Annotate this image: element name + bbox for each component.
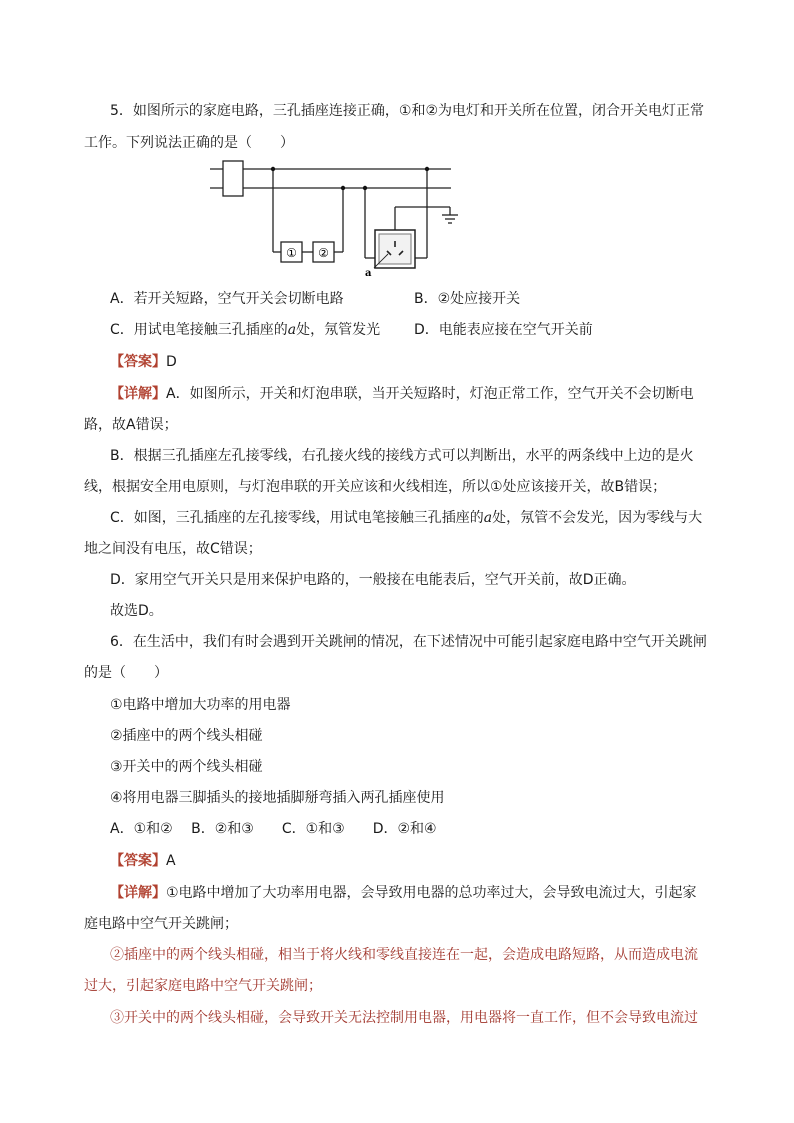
socket-inner: [379, 234, 411, 264]
q6-detail-line5: ③开关中的两个线头相碰，会导致开关无法控制用电器，用电器将一直工作，但不会导致电流过: [110, 1010, 698, 1026]
box1-label: ①: [286, 246, 297, 260]
q6-item-4: ④将用电器三脚插头的接地插脚掰弯插入两孔插座使用: [110, 790, 445, 806]
q5-option-d: D．电能表应接在空气开关前: [414, 322, 593, 338]
q5-detail-line4: 线，根据安全用电原则，与灯泡串联的开关应该和火线相连，所以①处应该接开关，故B错误；: [84, 479, 667, 495]
q6-item-1: ①电路中增加大功率的用电器: [110, 697, 291, 713]
q6-detail-line2: 庭电路中空气开关跳闸；: [84, 916, 238, 932]
circuit-diagram: [205, 155, 475, 280]
q5-detail-line1: 【详解】A．如图所示，开关和灯泡串联，当开关短路时，灯泡正常工作，空气开关不会切断电: [110, 386, 694, 402]
q6-stem-line2: 的是（ ）: [84, 665, 168, 681]
q6-detail-line4: 过大，引起家庭电路中空气开关跳闸；: [84, 978, 322, 994]
point-a-label: a: [365, 268, 372, 279]
q5-detail-line2: 路，故A错误；: [84, 417, 178, 433]
box2-label: ②: [318, 246, 329, 260]
q6-detail-line1: 【详解】①电路中增加了大功率用电器，会导致用电器的总功率过大，会导致电流过大，引起家: [110, 885, 697, 901]
q5-detail-line5: C．如图，三孔插座的左孔接零线，用试电笔接触三孔插座的a处，氖管不会发光，因为零线与大: [110, 510, 703, 526]
q5-option-a: A．若开关短路，空气开关会切断电路: [110, 291, 344, 307]
q5-stem-line1: 5．如图所示的家庭电路，三孔插座连接正确，①和②为电灯和开关所在位置，闭合开关电灯正常: [110, 103, 705, 119]
q6-stem-line1: 6．在生活中，我们有时会遇到开关跳闸的情况，在下述情况中可能引起家庭电路中空气开关跳闸: [110, 634, 707, 650]
q5-detail-line8: 故选D。: [110, 603, 163, 619]
q6-item-2: ②插座中的两个线头相碰: [110, 728, 263, 744]
q5-detail-line6: 地之间没有电压，故C错误；: [84, 541, 262, 557]
q5-stem-line2: 工作。下列说法正确的是（ ）: [84, 135, 294, 151]
q5-detail-line7: D．家用空气开关只是用来保护电路的，一般接在电能表后，空气开关前，故D正确。: [110, 572, 636, 588]
q5-detail-line3: B．根据三孔插座左孔接零线，右孔接火线的接线方式可以判断出，水平的两条线中上边的是火: [110, 448, 694, 464]
q6-answer: 【答案】A: [110, 853, 176, 869]
q5-option-b: B．②处应接开关: [414, 291, 521, 307]
air-switch-box: [223, 161, 243, 196]
q5-answer: 【答案】D: [110, 354, 177, 370]
q6-options: A．①和② B．②和③ C．①和③ D．②和④: [110, 821, 437, 837]
q6-detail-line3: ②插座中的两个线头相碰，相当于将火线和零线直接连在一起，会造成电路短路，从而造成电流: [110, 947, 698, 963]
q5-option-c: C．用试电笔接触三孔插座的a处，氖管发光: [110, 322, 381, 338]
q6-item-3: ③开关中的两个线头相碰: [110, 759, 263, 775]
